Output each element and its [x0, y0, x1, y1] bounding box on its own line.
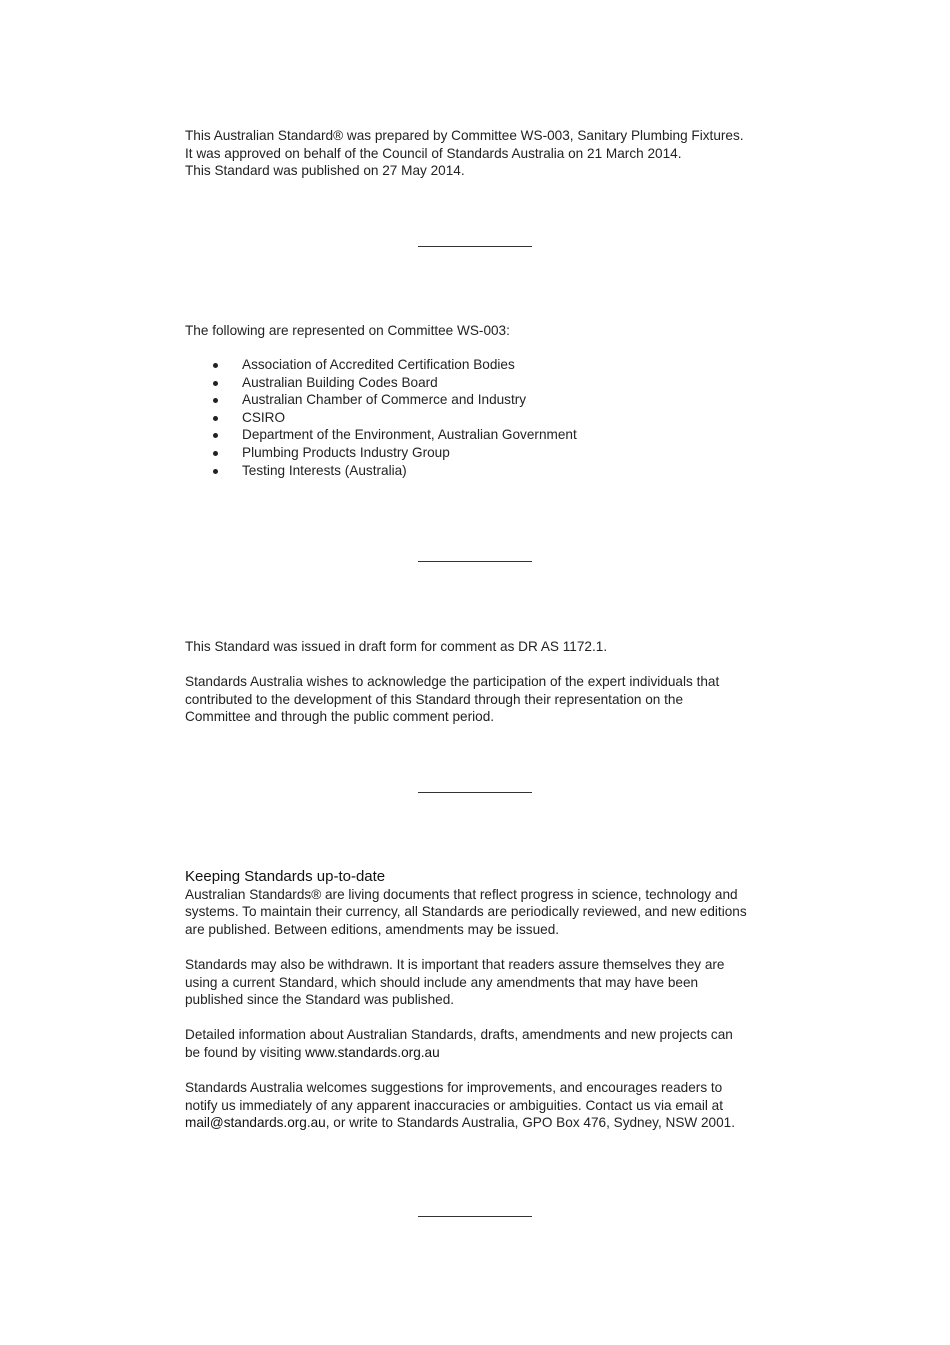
- uptodate-p4-line-1: Standards Australia welcomes suggestions for improvements, and encourages readers to: [185, 1080, 723, 1096]
- draft-issued-text: This Standard was issued in draft form for comment as DR AS 1172.1.: [185, 639, 608, 654]
- uptodate-p4-line-2: notify us immediately of any apparent inaccuracies or ambiguities. Contact us via email at: [185, 1097, 723, 1113]
- acknowledge-line-3: Committee and through the public comment period.: [185, 709, 495, 725]
- member-name: CSIRO: [242, 409, 286, 425]
- list-item: [185, 426, 577, 444]
- uptodate-p3-line-2: [185, 1044, 775, 1062]
- section-divider-1: [418, 246, 532, 247]
- committee-intro-text: The following are represented on Committee WS-003:: [185, 323, 510, 338]
- member-name: Department of the Environment, Australian Government: [242, 427, 577, 443]
- uptodate-p4-suffix: , or write to Standards Australia, GPO Box 476, Sydney, NSW 2001.: [325, 1115, 736, 1131]
- bullet-icon: [213, 398, 218, 403]
- bullet-icon: [213, 451, 218, 456]
- uptodate-p1-line-3: are published. Between editions, amendments may be issued.: [185, 921, 560, 937]
- prepared-line-1: This Australian Standard® was prepared by Committee WS-003, Sanitary Plumbing Fixtures.: [185, 128, 744, 143]
- bullet-icon: [213, 381, 218, 386]
- standards-website-link[interactable]: www.standards.org.au: [305, 1044, 440, 1060]
- bullet-icon: [213, 433, 218, 438]
- uptodate-p3-line-1: Detailed information about Australian Standards, drafts, amendments and new projects can: [185, 1027, 733, 1043]
- uptodate-p2-line-3: published since the Standard was published.: [185, 992, 455, 1008]
- uptodate-heading: Keeping Standards up-to-date: [185, 868, 386, 885]
- committee-member-list: [185, 356, 577, 479]
- list-item: [185, 356, 577, 374]
- list-item: [185, 409, 577, 427]
- member-name: Plumbing Products Industry Group: [242, 444, 450, 460]
- uptodate-p2-line-1: Standards may also be withdrawn. It is important that readers assure themselves they are: [185, 956, 725, 972]
- uptodate-p1-line-1: Australian Standards® are living documents that reflect progress in science, technology and: [185, 886, 738, 902]
- list-item: [185, 444, 577, 462]
- prepared-line-3: This Standard was published on 27 May 2014.: [185, 163, 465, 179]
- prepared-line-2: It was approved on behalf of the Council of Standards Australia on 21 March 2014.: [185, 145, 682, 161]
- list-item: [185, 462, 577, 480]
- uptodate-p4-line-3: [185, 1114, 775, 1132]
- section-divider-3: [418, 792, 532, 793]
- acknowledge-line-1: Standards Australia wishes to acknowledge the participation of the expert individuals that: [185, 674, 720, 690]
- draft-block: [185, 638, 775, 726]
- list-item: [185, 374, 577, 392]
- uptodate-block: [185, 868, 775, 1132]
- section-divider-2: [418, 561, 532, 562]
- bullet-icon: [213, 469, 218, 474]
- bullet-icon: [213, 416, 218, 421]
- prepared-by-block: [185, 127, 775, 180]
- member-name: Testing Interests (Australia): [242, 462, 407, 478]
- uptodate-p2-line-2: using a current Standard, which should include any amendments that may have been: [185, 974, 699, 990]
- member-name: Association of Accredited Certification Bodies: [242, 357, 515, 372]
- member-name: Australian Chamber of Commerce and Industry: [242, 392, 527, 408]
- bullet-icon: [213, 363, 218, 368]
- list-item: [185, 391, 577, 409]
- committee-intro: [185, 322, 775, 340]
- uptodate-p3-prefix: be found by visiting: [185, 1044, 306, 1060]
- member-name: Australian Building Codes Board: [242, 374, 438, 390]
- acknowledge-line-2: contributed to the development of this Standard through their representation on the: [185, 691, 684, 707]
- uptodate-p1-line-2: systems. To maintain their currency, all Standards are periodically reviewed, and new editions: [185, 904, 747, 920]
- section-divider-4: [418, 1216, 532, 1217]
- contact-email-link[interactable]: mail@standards.org.au: [185, 1115, 326, 1131]
